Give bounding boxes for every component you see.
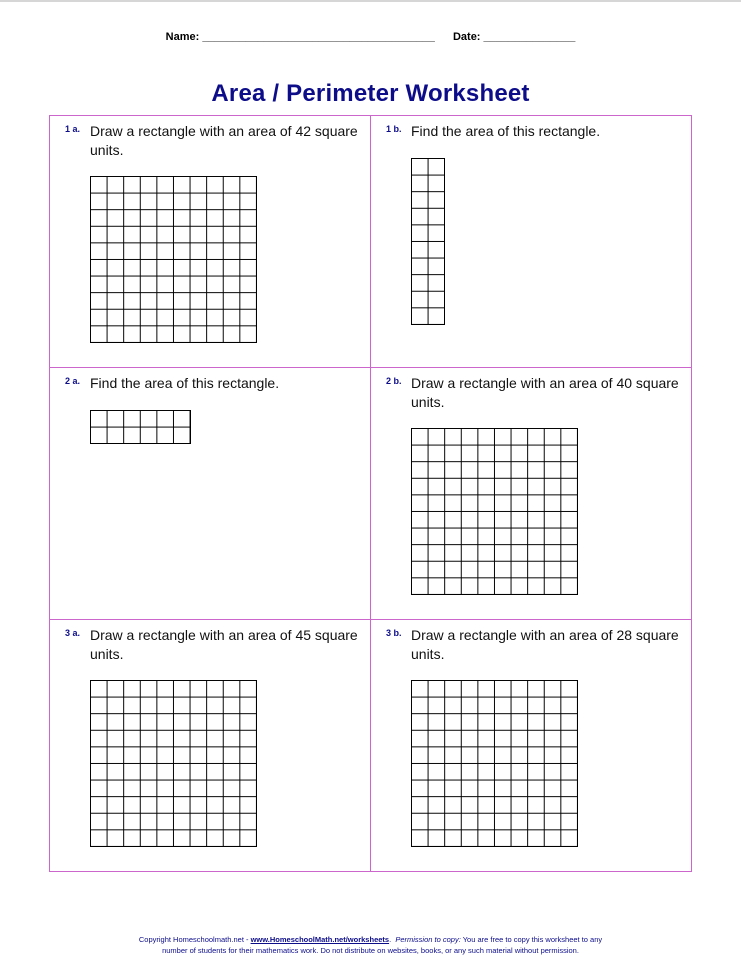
problem-3b (371, 620, 691, 872)
drawing-grid[interactable] (90, 680, 257, 847)
permission-label: Permission to copy: (395, 935, 461, 944)
worksheet-title: Area / Perimeter Worksheet (211, 80, 530, 107)
drawing-grid[interactable] (411, 428, 578, 595)
name-field[interactable]: ______________________________________ (202, 31, 435, 43)
problem-text: Draw a rectangle with an area of 45 square units. (90, 627, 358, 662)
problem-label: 3 a. (65, 628, 81, 638)
date-label: Date: (452, 31, 481, 43)
copyright-footer: Copyright Homeschoolmath.net - www.HomeschoolMath.net/worksheets. Permission to copy: You are free to copy this worksheet to any number of students for their mathematics work. Do not distribute on websites, books, or any such material without permission. (0, 934, 741, 956)
problem-2a (50, 368, 370, 620)
top-border (0, 0, 741, 2)
problem-text: Draw a rectangle with an area of 42 square units. (90, 123, 358, 158)
drawing-grid[interactable] (411, 680, 578, 847)
date-field[interactable]: _______________ (483, 31, 576, 43)
rectangle-figure (90, 410, 191, 444)
problem-2b (371, 368, 691, 620)
problem-label: 1 b. (386, 124, 402, 134)
problem-text: Draw a rectangle with an area of 40 square units. (411, 375, 679, 410)
problem-1a (50, 116, 370, 368)
problem-1b (371, 116, 691, 368)
drawing-grid[interactable] (90, 176, 257, 343)
name-date-header (0, 31, 741, 43)
worksheets-link[interactable]: www.HomeschoolMath.net/worksheets (250, 935, 390, 944)
problem-text: Find the area of this rectangle. (90, 375, 280, 391)
problem-text: Find the area of this rectangle. (411, 123, 601, 139)
problem-3a (50, 620, 370, 872)
rectangle-figure (411, 158, 445, 325)
problem-label: 2 a. (65, 376, 81, 386)
problem-label: 3 b. (386, 628, 402, 638)
permission-text: You are free to copy this worksheet to any (460, 935, 603, 944)
problem-label: 1 a. (65, 124, 81, 134)
problem-text: Draw a rectangle with an area of 28 square units. (411, 627, 679, 662)
problem-label: 2 b. (386, 376, 402, 386)
copyright-text: Copyright Homeschoolmath.net - (138, 935, 251, 944)
name-label: Name: (165, 31, 200, 43)
permission-line-2: number of students for their mathematics work. Do not distribute on websites, books, or any such material without permission. (162, 946, 579, 955)
